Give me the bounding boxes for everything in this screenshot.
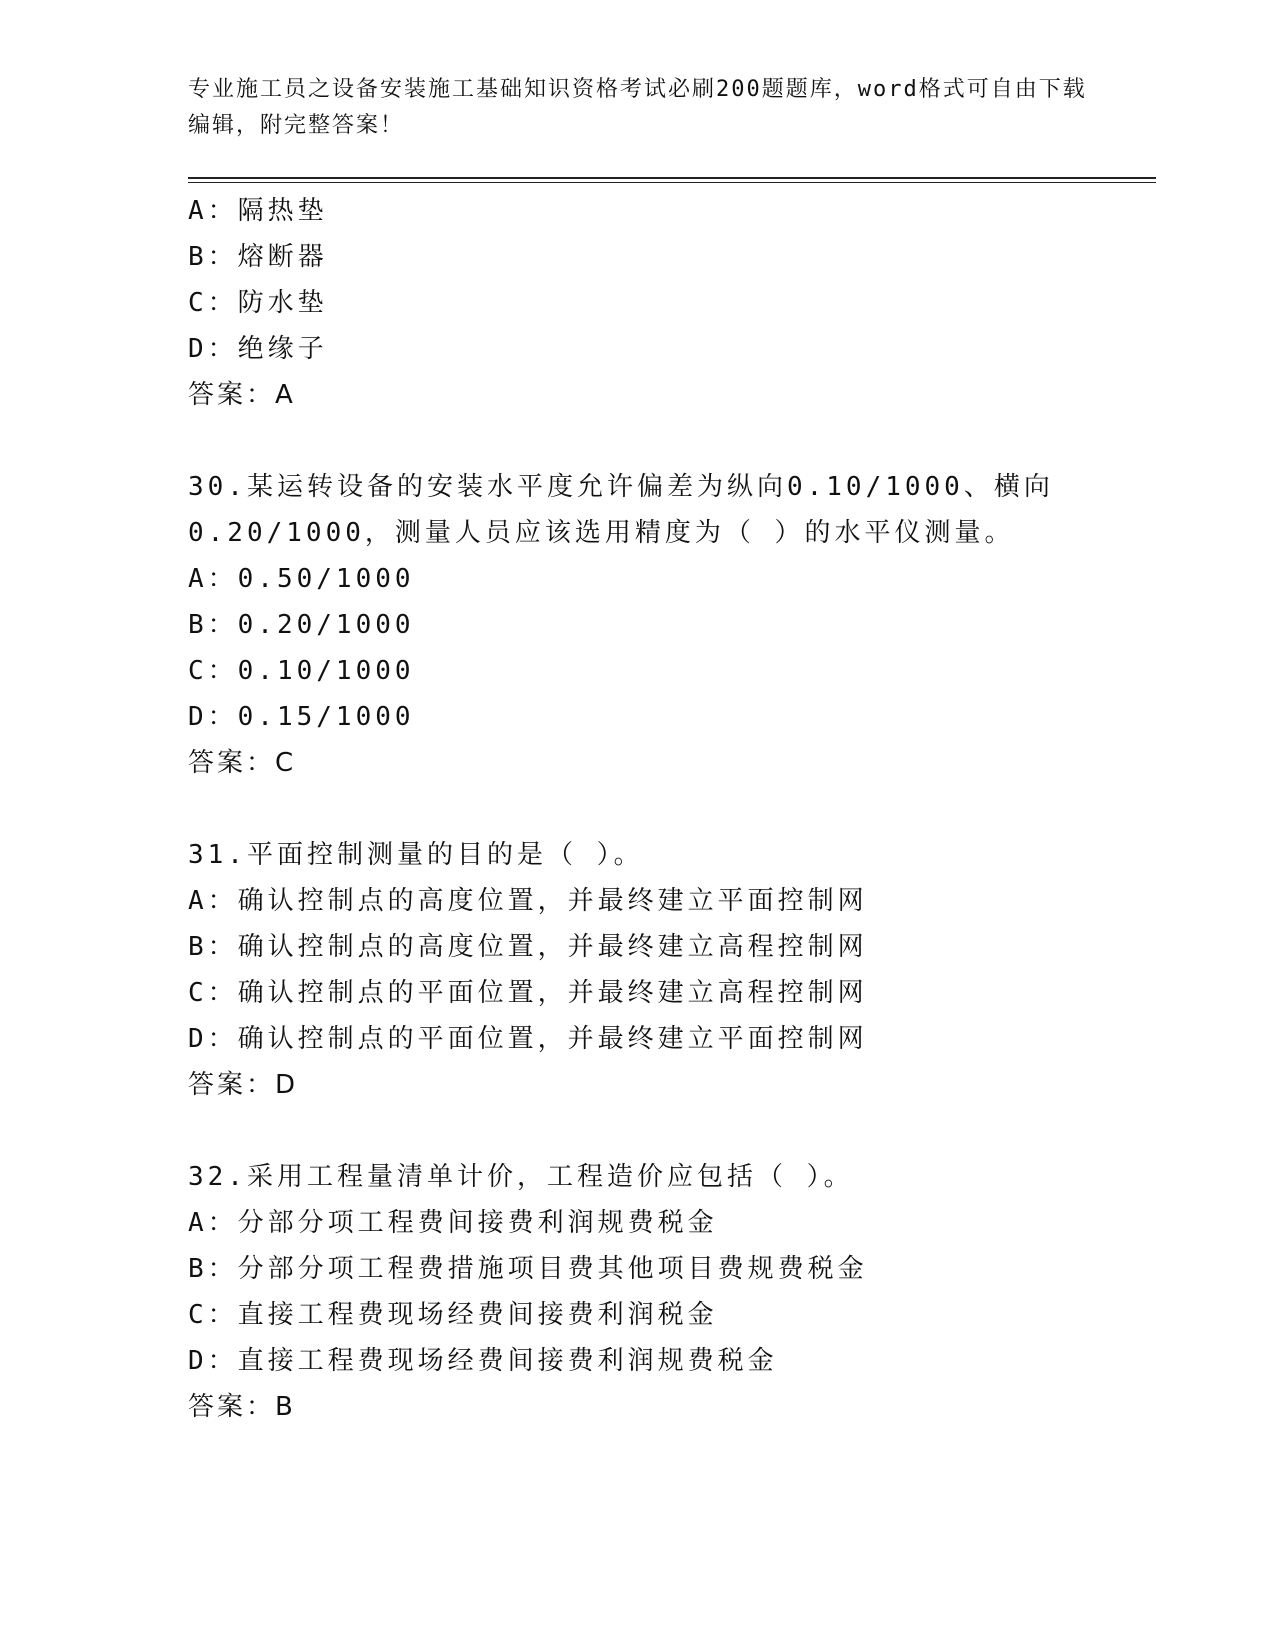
option-text: 熔断器: [237, 242, 328, 272]
option-text: 直接工程费现场经费间接费利润规费税金: [237, 1346, 778, 1376]
answer-key: 答案：B: [188, 1392, 296, 1422]
answer-key: 答案：C: [188, 748, 297, 778]
answer-key: 答案：D: [188, 1070, 299, 1100]
block-spacer: [188, 1108, 1156, 1154]
answer-option: [188, 1292, 1156, 1338]
question-block: [188, 464, 1156, 832]
option-label: B：: [188, 242, 238, 272]
option-label: C：: [188, 1300, 238, 1330]
question-block: [188, 188, 1156, 464]
question-stem-line: 0.20/1000，测量人员应该选用精度为（ ）的水平仪测量。: [188, 518, 1015, 548]
option-text: 0.10/1000: [237, 656, 415, 686]
option-label: D：: [188, 1346, 238, 1376]
answer-option: [188, 970, 1156, 1016]
option-text: 确认控制点的高度位置，并最终建立高程控制网: [237, 932, 868, 962]
option-label: A：: [188, 1208, 238, 1238]
answer-option: [188, 1200, 1156, 1246]
question-list: [188, 188, 1156, 1430]
option-label: A：: [188, 196, 238, 226]
header-rule-thick: [188, 177, 1156, 179]
answer-option: [188, 648, 1156, 694]
answer-option: [188, 280, 1156, 326]
question-stem-line: 31.平面控制测量的目的是（ ）。: [188, 840, 644, 870]
option-text: 隔热垫: [237, 196, 328, 226]
option-text: 0.15/1000: [237, 702, 415, 732]
option-label: C：: [188, 288, 238, 318]
option-text: 确认控制点的平面位置，并最终建立平面控制网: [237, 1024, 868, 1054]
answer-option: [188, 694, 1156, 740]
option-text: 直接工程费现场经费间接费利润税金: [237, 1300, 718, 1330]
answer-option: [188, 326, 1156, 372]
option-text: 防水垫: [237, 288, 328, 318]
option-text: 确认控制点的平面位置，并最终建立高程控制网: [237, 978, 868, 1008]
answer-option: [188, 878, 1156, 924]
option-label: A：: [188, 886, 238, 916]
option-text: 分部分项工程费间接费利润规费税金: [237, 1208, 718, 1238]
block-spacer: [188, 786, 1156, 832]
answer-option: [188, 1246, 1156, 1292]
answer-option: [188, 556, 1156, 602]
answer-option: [188, 602, 1156, 648]
question-block: [188, 1154, 1156, 1430]
option-label: D：: [188, 702, 238, 732]
answer-option: [188, 924, 1156, 970]
option-label: B：: [188, 932, 238, 962]
block-spacer: [188, 418, 1156, 464]
question-stem-line: 30.某运转设备的安装水平度允许偏差为纵向0.10/1000、横向: [188, 472, 1054, 502]
option-text: 0.50/1000: [237, 564, 415, 594]
header-rule-thin: [188, 182, 1156, 183]
answer-option: [188, 188, 1156, 234]
option-text: 0.20/1000: [237, 610, 415, 640]
question-block: [188, 832, 1156, 1154]
question-stem-line: 32.采用工程量清单计价，工程造价应包括（ ）。: [188, 1162, 854, 1192]
option-text: 确认控制点的高度位置，并最终建立平面控制网: [237, 886, 868, 916]
option-label: B：: [188, 1254, 238, 1284]
option-text: 分部分项工程费措施项目费其他项目费规费税金: [237, 1254, 868, 1284]
option-label: A：: [188, 564, 238, 594]
option-label: C：: [188, 656, 238, 686]
option-label: D：: [188, 334, 238, 364]
document-header: 专业施工员之设备安装施工基础知识资格考试必刷200题题库，word格式可自由下载编辑，附完整答案！: [188, 77, 1087, 138]
option-text: 绝缘子: [237, 334, 328, 364]
answer-key: 答案：A: [188, 380, 296, 410]
answer-option: [188, 1338, 1156, 1384]
answer-option: [188, 1016, 1156, 1062]
option-label: B：: [188, 610, 238, 640]
answer-option: [188, 234, 1156, 280]
option-label: C：: [188, 978, 238, 1008]
option-label: D：: [188, 1024, 238, 1054]
